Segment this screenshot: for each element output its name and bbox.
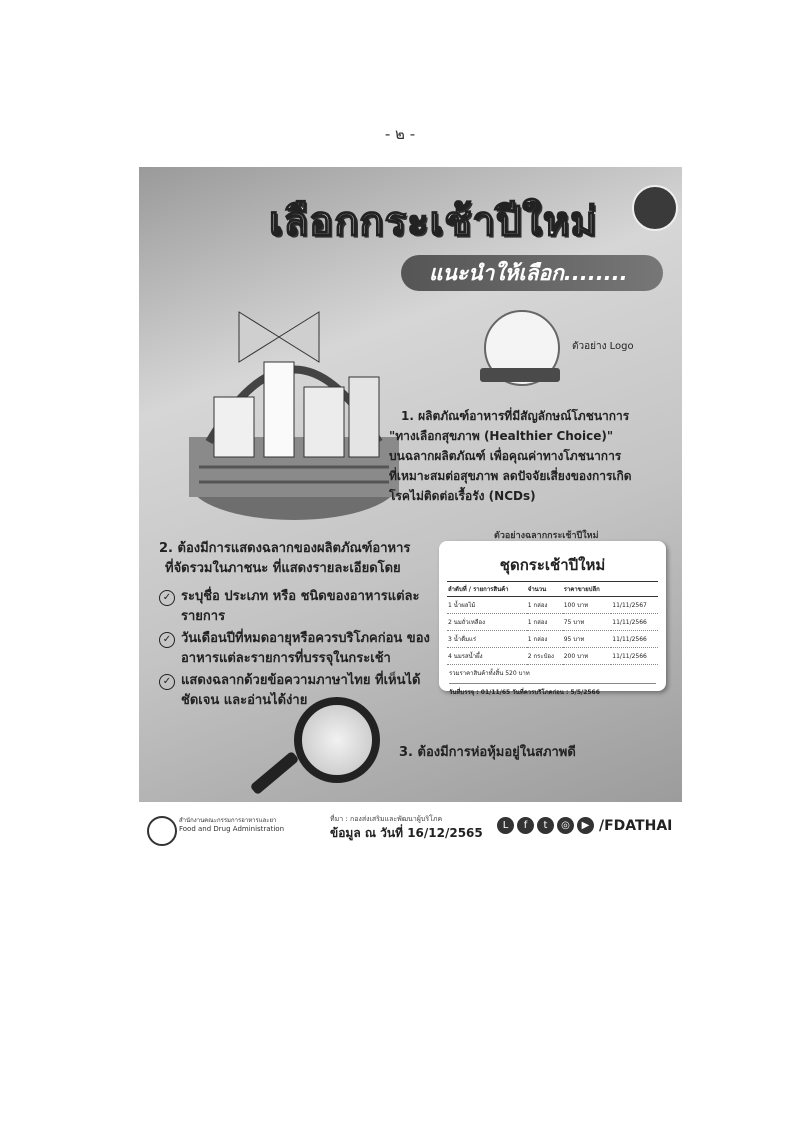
cell: 11/11/2567 xyxy=(611,597,658,614)
cell: 2 กระป๋อง xyxy=(527,648,563,665)
source-text: ที่มา : กองส่งเสริมและพัฒนาผู้บริโภค xyxy=(330,815,443,823)
bullet-item xyxy=(159,629,449,669)
check-circle-icon: ✓ xyxy=(159,590,175,606)
facebook-icon[interactable]: f xyxy=(517,817,534,834)
check-circle-icon: ✓ xyxy=(159,674,175,690)
cell: 1 น้ำผลไม้ xyxy=(447,597,527,614)
fda-name-english: Food and Drug Administration xyxy=(179,825,284,833)
item-1-line-5: โรคไม่ติดต่อเรื้อรัง (NCDs) xyxy=(389,489,536,503)
table-row xyxy=(447,648,658,665)
cell: 11/11/2566 xyxy=(611,631,658,648)
item-2-headline: 2. ต้องมีการแสดงฉลากของผลิตภัณฑ์อาหาร xyxy=(159,541,411,556)
column-header: ลำดับที่ / รายการสินค้า xyxy=(447,582,527,597)
healthier-choice-logo-ribbon xyxy=(480,368,560,382)
ministry-seal-icon xyxy=(632,185,678,231)
social-handle[interactable]: /FDATHAI xyxy=(599,817,673,834)
cell: 3 น้ำดื่มแร่ xyxy=(447,631,527,648)
item-1-line-4: ที่เหมาะสมต่อสุขภาพ ลดปัจจัยเสี่ยงของการเกิด xyxy=(389,469,632,483)
magnifier-icon xyxy=(294,697,380,783)
item-2-line-2: ที่จัดรวมในภาชนะ ที่แสดงรายละเอียดโดย xyxy=(165,561,401,576)
instagram-icon[interactable]: ◎ xyxy=(557,817,574,834)
logo-caption: ตัวอย่าง Logo xyxy=(572,341,634,352)
item-1-line-2: "ทางเลือกสุขภาพ (Healthier Choice)" xyxy=(389,429,614,443)
card-title: ชุดกระเช้าปีใหม่ xyxy=(499,556,606,574)
gift-basket-illustration xyxy=(179,267,409,527)
bullet-text: ระบุชื่อ ประเภท หรือ ชนิดของอาหารแต่ละรายการ xyxy=(181,589,420,624)
cell: 11/11/2566 xyxy=(611,648,658,665)
table-row xyxy=(447,631,658,648)
cell: 100 บาท xyxy=(563,597,612,614)
social-links xyxy=(497,817,672,834)
card-footer: วันที่บรรจุ : 01/11/65 วันที่ควรบริโภคก่อน : 5/5/2566 xyxy=(449,683,656,697)
column-header: ราคาขายปลีก xyxy=(563,582,612,597)
item-1 xyxy=(389,406,676,506)
cell: 1 กล่อง xyxy=(527,631,563,648)
cell: 2 นมถั่วเหลือง xyxy=(447,614,527,631)
twitter-icon[interactable]: t xyxy=(537,817,554,834)
recommend-banner: แนะนำให้เลือก........ xyxy=(401,255,663,291)
cell: 200 บาท xyxy=(563,648,612,665)
item-1-line-3: บนฉลากผลิตภัณฑ์ เพื่อคุณค่าทางโภชนาการ xyxy=(389,449,622,463)
card-total: รวมราคาสินค้าทั้งสิ้น 520 บาท xyxy=(449,670,530,677)
item-3: 3. ต้องมีการห่อหุ้มอยู่ในสภาพดี xyxy=(399,745,576,760)
page-number: - ๒ - xyxy=(384,125,416,143)
cell: 4 นมรสน้ำผึ้ง xyxy=(447,648,527,665)
table-row xyxy=(447,614,658,631)
bullet-item xyxy=(159,587,449,627)
cell: 75 บาท xyxy=(563,614,612,631)
cell: 1 กล่อง xyxy=(527,597,563,614)
line-icon[interactable]: L xyxy=(497,817,514,834)
bullet-text: แสดงฉลากด้วยข้อความภาษาไทย ที่เห็นได้ชัดเจน และอ่านได้ง่าย xyxy=(181,673,421,708)
poster-title: เลือกกระเช้าปีใหม่ xyxy=(269,199,598,245)
data-date: ข้อมูล ณ วันที่ 16/12/2565 xyxy=(330,826,483,840)
cell: 11/11/2566 xyxy=(611,614,658,631)
poster-footer xyxy=(139,812,682,852)
bullet-item xyxy=(159,671,449,711)
label-table xyxy=(447,581,658,665)
bullet-text: วันเดือนปีที่หมดอายุหรือควรบริโภคก่อน ของอาหารแต่ละรายการที่บรรจุในกระเช้า xyxy=(181,631,430,666)
youtube-icon[interactable]: ▶ xyxy=(577,817,594,834)
item-2 xyxy=(159,539,449,713)
column-header xyxy=(611,582,658,597)
cell: 95 บาท xyxy=(563,631,612,648)
cell: 1 กล่อง xyxy=(527,614,563,631)
sample-label-card xyxy=(439,541,666,696)
column-header: จำนวน xyxy=(527,582,563,597)
poster xyxy=(139,167,682,802)
check-circle-icon: ✓ xyxy=(159,632,175,648)
fda-logo-icon xyxy=(147,816,177,846)
table-row xyxy=(447,597,658,614)
item-1-headline: 1. ผลิตภัณฑ์อาหารที่มีสัญลักษณ์โภชนาการ xyxy=(401,409,630,423)
fda-name-thai: สำนักงานคณะกรรมการอาหารและยา xyxy=(179,817,277,824)
magnifier-handle xyxy=(250,751,300,796)
label-sample-caption: ตัวอย่างฉลากกระเช้าปีใหม่ xyxy=(494,531,599,541)
